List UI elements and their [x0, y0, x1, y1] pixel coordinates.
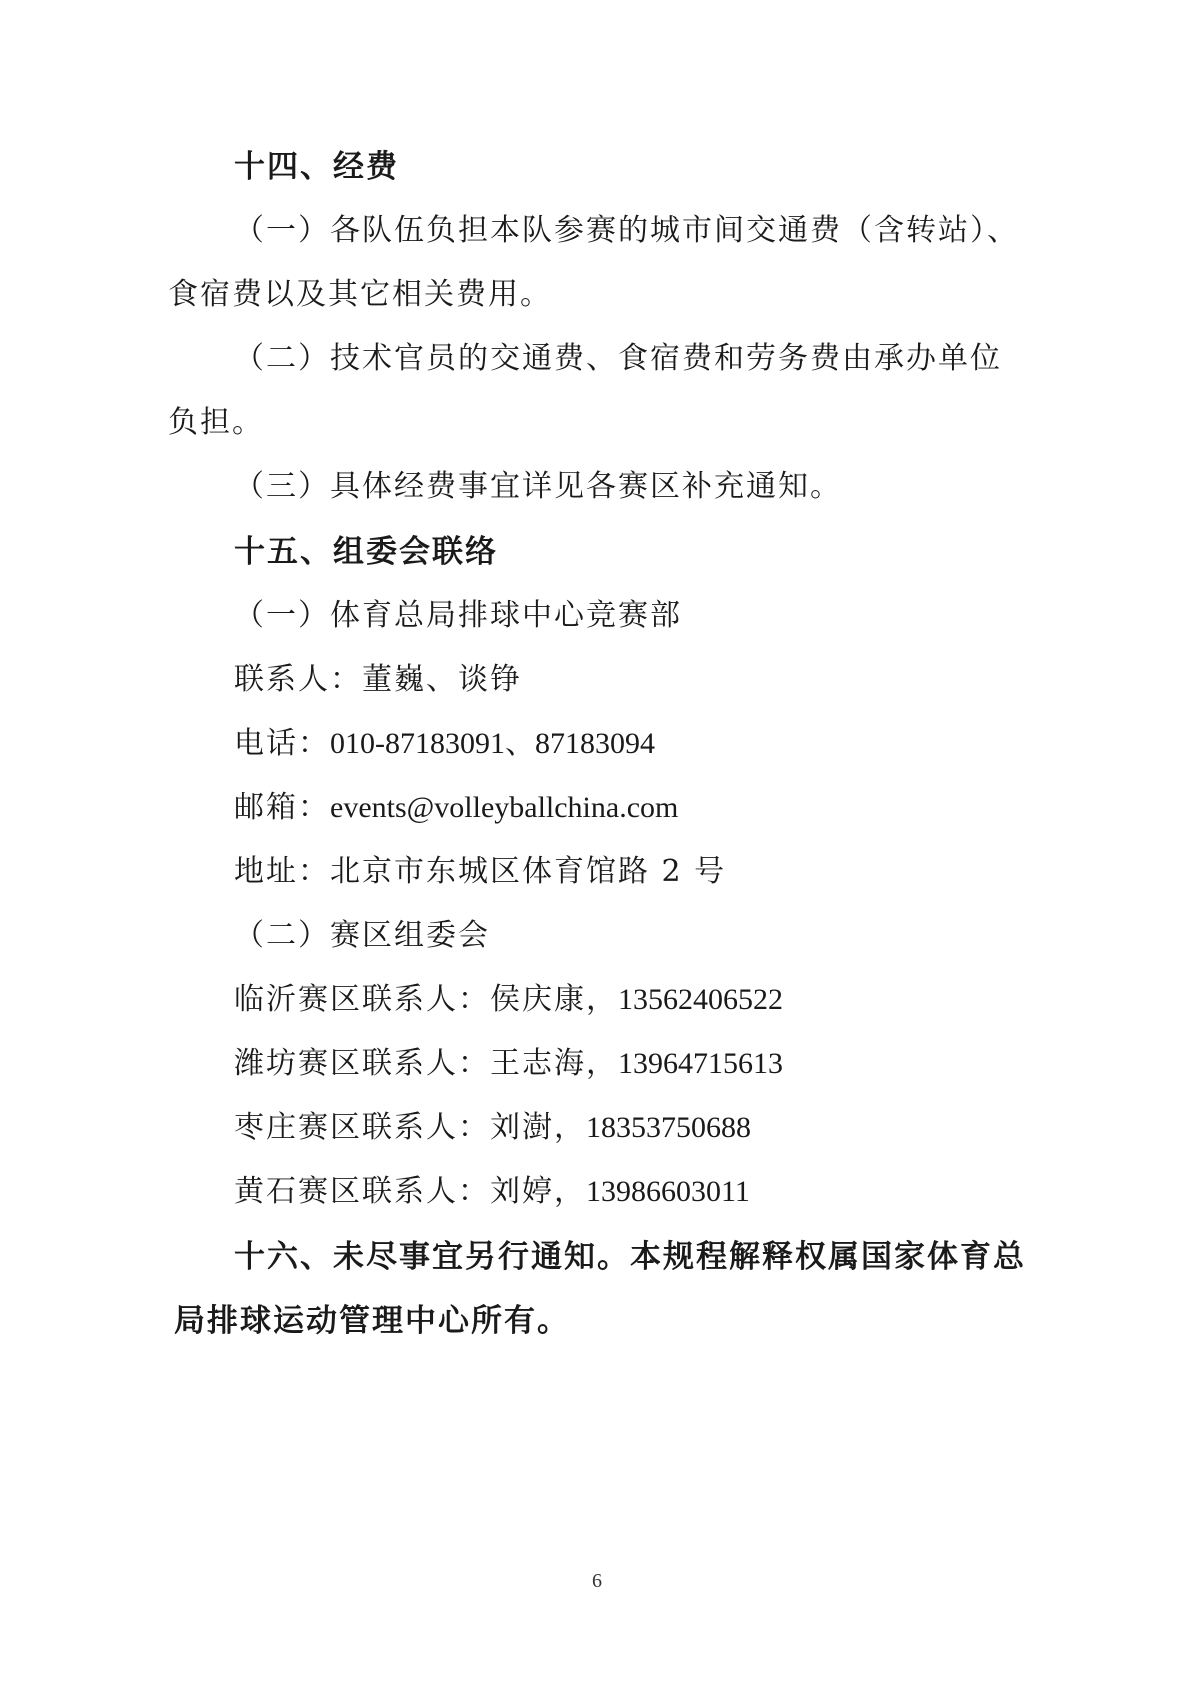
email-label: 邮箱：: [234, 790, 330, 825]
page-number: 6: [592, 1570, 602, 1592]
region-contact-row: [234, 1174, 750, 1209]
section-15-title: 十五、组委会联络: [234, 534, 498, 570]
region-contact-row: [234, 1046, 783, 1081]
region-contact-label: 黄石赛区联系人：: [234, 1174, 490, 1209]
contact-person-value: 董巍、谈铮: [362, 662, 522, 697]
region-contact-label: 临沂赛区联系人：: [234, 982, 490, 1017]
region-contact-name: 刘澍，: [490, 1110, 586, 1145]
contact-person-label: 联系人：: [234, 662, 362, 697]
region-contact-label: 潍坊赛区联系人：: [234, 1046, 490, 1081]
address-value: 北京市东城区体育馆路 2 号: [330, 854, 727, 889]
region-contact-row: [234, 982, 783, 1017]
region-contact-name: 刘婷，: [490, 1174, 586, 1209]
region-contact-name: 侯庆康，: [490, 982, 618, 1017]
section-16-line-2: 局排球运动管理中心所有。: [174, 1303, 570, 1339]
region-contact-phone: 18353750688: [586, 1111, 751, 1144]
region-contact-name: 王志海，: [490, 1046, 618, 1081]
phone-value: 010-87183091、87183094: [330, 727, 655, 760]
section-14-item-2-line-1: （二）技术官员的交通费、食宿费和劳务费由承办单位: [234, 341, 1002, 376]
email-value: events@volleyballchina.com: [330, 791, 679, 824]
region-contact-row: [234, 1110, 751, 1145]
section-14-title: 十四、经费: [234, 149, 399, 185]
section-15-sub-2-title: （二）赛区组委会: [234, 918, 490, 953]
region-contact-label: 枣庄赛区联系人：: [234, 1110, 490, 1145]
region-contact-phone: 13562406522: [618, 983, 783, 1016]
section-14-item-1-line-2: 食宿费以及其它相关费用。: [168, 277, 552, 312]
address-label: 地址：: [234, 854, 330, 889]
section-14-item-1-line-1: （一）各队伍负担本队参赛的城市间交通费（含转站）、: [234, 213, 1019, 248]
region-contact-phone: 13964715613: [618, 1047, 783, 1080]
section-14-item-2-line-2: 负担。: [168, 405, 264, 440]
email-row: [234, 790, 679, 825]
phone-row: [234, 726, 655, 761]
address-row: [234, 854, 727, 889]
phone-label: 电话：: [234, 726, 330, 761]
section-14-item-3: （三）具体经费事宜详见各赛区补充通知。: [234, 469, 842, 504]
region-contact-phone: 13986603011: [586, 1175, 750, 1208]
section-15-sub-1-title: （一）体育总局排球中心竞赛部: [234, 598, 682, 633]
section-16-line-1: 十六、未尽事宜另行通知。本规程解释权属国家体育总: [234, 1239, 1026, 1275]
contact-person-row: [234, 662, 522, 697]
